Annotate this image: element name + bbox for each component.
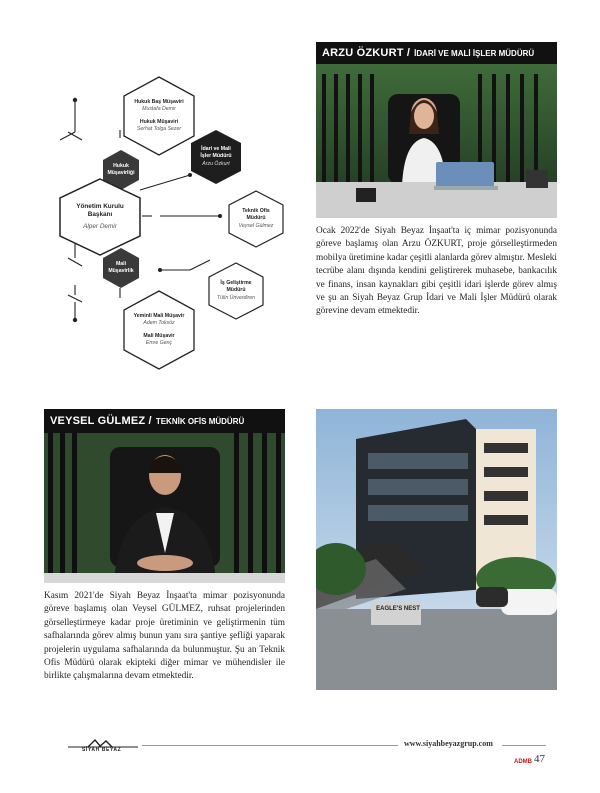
finance-dept-hex: [102, 248, 140, 288]
arzu-photo: [316, 64, 557, 218]
footer-url[interactable]: www.siyahbeyazgrup.com: [404, 739, 493, 748]
tech-name: Veysel Gülmez: [238, 222, 274, 229]
building-sign: EAGLE'S NEST: [376, 606, 420, 612]
veysel-bio: Kasım 2021'de Siyah Beyaz İnşaat'ta mimar pozisyonunda göreve başlamış olan Veysel GÜLMEZ, ruhsat projelerinden görselleştirmeye kadar proje üretiminin ve geliştirmenin tüm safhalarında görev almış bunun yanı sıra şantiye şefliği yaparak projelerin uygulama safhalarında da bulunmuştur. Şu an Teknik Ofis Müdürü olarak ekipteki diğer mimar ve mühendisler ile birlikte çalışmalarına devam etmektedir.: [44, 591, 285, 682]
legal-dept-label: Hukuk Müşavirliği: [107, 162, 135, 176]
finance-sworn-name: Adem Toksöz: [143, 320, 175, 327]
admin-hex: [190, 130, 242, 184]
footer-mark: ADMB: [514, 759, 532, 765]
bizdev-role: İş Geliştirme Müdürü: [220, 280, 252, 294]
finance-advisor-name: Emre Genç: [145, 339, 173, 346]
chairman-name: Alper Demir: [83, 222, 117, 230]
veysel-photo: [44, 433, 285, 583]
legal-chief-name: Mustafa Demir: [142, 106, 176, 113]
veysel-header: [44, 409, 285, 433]
page-number: 47: [534, 753, 545, 765]
admin-name: Arzu Özkurt: [202, 160, 230, 167]
finance-advisor-role: Mali Müşavir: [143, 332, 175, 339]
brand-logo-text: SİYAH BEYAZ: [82, 747, 122, 753]
finance-sworn-role: Yeminli Mali Müşavir: [133, 313, 185, 320]
footer-divider-right: [502, 745, 546, 746]
arzu-name: ARZU ÖZKURT /: [322, 47, 411, 59]
arzu-header: [316, 42, 557, 64]
tech-role: Teknik Ofis Müdürü: [242, 208, 270, 222]
legal-group-hex: [122, 76, 196, 156]
chairman-role: Yönetim Kurulu Başkanı: [76, 202, 124, 219]
brand-logo: [68, 738, 138, 754]
legal-chief-role: Hukuk Baş Müşaviri: [134, 99, 184, 106]
chairman-hex: [58, 178, 142, 256]
veysel-name: VEYSEL GÜLMEZ /: [50, 415, 152, 427]
finance-dept-label: Mali Müşavirlik: [108, 260, 134, 274]
bizdev-hex: [208, 262, 264, 320]
tech-hex: [228, 190, 284, 248]
building-photo: [316, 409, 557, 690]
footer-divider-left: [142, 745, 398, 746]
legal-counsel-role: Hukuk Müşaviri: [139, 118, 179, 125]
bizdev-name: Tülin Ünverdiren: [216, 294, 256, 301]
arzu-bio: Ocak 2022'de Siyah Beyaz İnşaat'ta iç mimar pozisyonunda göreve başlamış olan Arzu ÖZKURT, proje görselleştirmeden mobilya üretimine kadar çeşitli alanlarda görev almıştır. Mesleki tecrübe alanı dışında kendini geliştirerek muhasebe, bankacılık ve finans, insan kaynakları gibi çeşitli idari işlerde görev almış ve şu an Siyah Beyaz Grup İdari ve Mali İşler Müdürü olarak görevine devam etmektedir.: [316, 226, 557, 317]
veysel-role: TEKNİK OFİS MÜDÜRÜ: [155, 416, 245, 426]
finance-group-hex: [122, 290, 196, 370]
arzu-role: İDARİ VE MALİ İŞLER MÜDÜRÜ: [414, 48, 535, 58]
admin-role: İdari ve Mali İşler Müdürü: [200, 146, 232, 160]
org-chart: [40, 70, 300, 380]
legal-counsel-name: Serhat Tolga Sezer: [136, 125, 182, 132]
